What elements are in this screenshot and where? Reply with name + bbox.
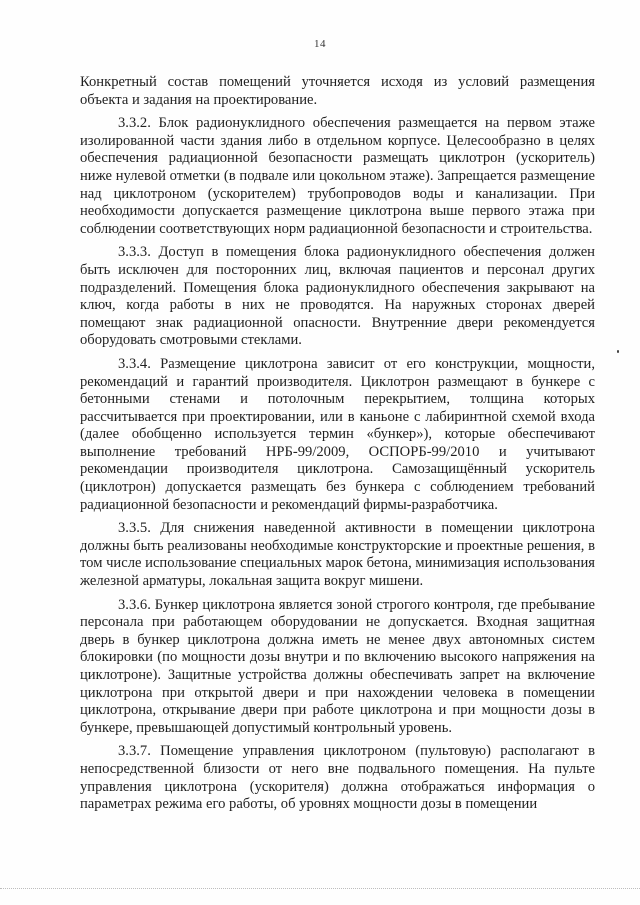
scan-speck bbox=[617, 350, 619, 353]
page-number: 14 bbox=[314, 38, 326, 50]
paragraph-3-3-7: 3.3.7. Помещение управления циклотроном (пультовую) располагают в непосредственной близости от него вне подвального помещения. На пульте управления циклотрона (ускорителя) должна отображаться информация о параметрах режима его работы, об уровнях мощности дозы в помещении bbox=[80, 743, 595, 813]
paragraph-3-3-3: 3.3.3. Доступ в помещения блока радионуклидного обеспечения должен быть исключен для посторонних лиц, включая пациентов и персонал других подразделений. Помещения блока радионуклидного обеспечения закрывают на ключ, когда работы в них не проводятся. На наружных сторонах дверей помещают знак радиационной опасности. Внутренние двери рекомендуется оборудовать смотровыми стеклами. bbox=[80, 244, 595, 349]
paragraph-3-3-2: 3.3.2. Блок радионуклидного обеспечения размещается на первом этаже изолированной части здания либо в отдельном корпусе. Целесообразно в целях обеспечения радиационной безопасности размещать циклотрон (ускоритель) ниже нулевой отметки (в подвале или цокольном этаже). Запрещается размещение над циклотроном (ускорителем) трубопроводов воды и канализации. При необходимости допускается размещение циклотрона выше первого этажа при соблюдении соответствующих норм радиационной безопасности и строительства. bbox=[80, 115, 595, 237]
paragraph-3-3-4: 3.3.4. Размещение циклотрона зависит от его конструкции, мощности, рекомендаций и гарантий производителя. Циклотрон размещают в бункере с бетонными стенами и потолочным перекрытием, толщина которых рассчитывается при проектировании, или в каньоне с лабиринтной схемой входа (далее обобщенно используется термин «бункер»), которые обеспечивают выполнение требований НРБ-99/2009, ОСПОРБ-99/2010 и учитывают рекомендации производителя циклотрона. Самозащищённый ускоритель (циклотрон) допускается размещать без бункера с соблюдением требований радиационной безопасности и рекомендаций фирмы-разработчика. bbox=[80, 355, 595, 513]
paragraph-3-3-5: 3.3.5. Для снижения наведенной активности в помещении циклотрона должны быть реализованы необходимые конструкторские и проектные решения, в том числе использование специальных марок бетона, минимизация использования железной арматуры, локальная защита вокруг мишени. bbox=[80, 520, 595, 590]
paragraph-3-3-6: 3.3.6. Бункер циклотрона является зоной строгого контроля, где пребывание персонала при работающем оборудовании не допускается. Входная защитная дверь в бункер циклотрона должна иметь не менее двух автономных систем блокировки (по мощности дозы внутри и по включению высокого напряжения на циклотроне). Защитные устройства должны обеспечивать запрет на включение циклотрона при открытой двери и при нахождении человека в помещении циклотрона, открывание двери при работе циклотрона и при мощности дозы в бункере, превышающей допустимый контрольный уровень. bbox=[80, 596, 595, 736]
scan-bottom-edge bbox=[0, 888, 640, 890]
paragraph-continuation: Конкретный состав помещений уточняется исходя из условий размещения объекта и задания на проектирование. bbox=[80, 74, 595, 108]
document-body bbox=[80, 74, 595, 820]
